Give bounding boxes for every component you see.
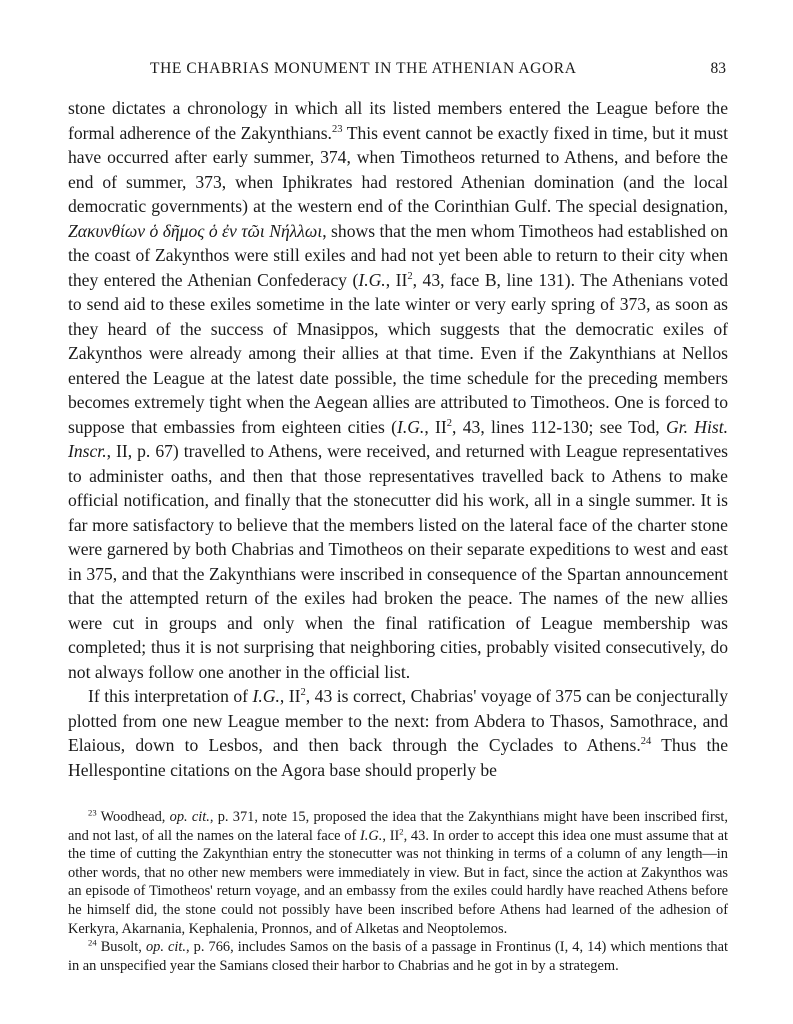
text-run: stone dictates a chronology in which all its listed members entered the League before the formal adherence of the Zakynthians. — [68, 98, 728, 143]
superscript: 2 — [407, 270, 413, 282]
superscript: 23 — [88, 807, 97, 818]
superscript: 2 — [399, 825, 404, 836]
footnote-24 — [68, 938, 728, 975]
text-run: , II — [424, 416, 447, 437]
italic-text: op. cit. — [145, 939, 186, 956]
text-run: Busolt, — [96, 939, 146, 956]
text-run: Thus the Hellespontine citations on the Agora base should properly be — [68, 735, 728, 780]
text-run: , shows that the men whom Timotheos had established on the coast of Zakynthos were still exiles and had not yet been able to return to their city when they entered the Athenian Confederacy ( — [68, 220, 728, 290]
superscript: 2 — [300, 687, 306, 699]
italic-text: Gr. Hist. Inscr. — [68, 416, 728, 461]
italic-text: I.G. — [358, 269, 386, 290]
text-run: , II, p. 67) travelled to Athens, were received, and returned with League representatives to administer oaths, and then that those representatives travelled back to Athens to make official notification, and finally that the stonecutter did his work, all in a single summer. It is far more satisfactory to believe that the members listed on the lateral face of the charter stone were garnered by both Chabrias and Timotheos on their separate expeditions to west and east in 375, and that the Zakynthians were inscribed in consequence of the Spartan announcement that the attempted return of the exiles had broken the peace. The names of the new allies were cut in groups and only when the final ratification of League membership was completed; thus it is not surprising that neighboring cities, probably visited consecutively, do not always follow one another in the official list. — [68, 441, 728, 682]
italic-text: op. cit. — [169, 809, 210, 825]
text-run: , II — [385, 269, 408, 290]
footnotes — [68, 808, 728, 975]
text-run: , 43 is correct, Chabrias' voyage of 375 can be conjecturally plotted from one new League member to the next: from Abdera to Thasos, Samothrace, and Elaious, down to Lesbos, and then back through the Cyclades to Athens. — [68, 686, 729, 755]
superscript: 23 — [331, 123, 343, 135]
text-run: , p. 371, note 15, proposed the idea that the Zakynthians might have been inscribed first, and not last, of all the names on the lateral face of — [68, 809, 728, 844]
text-run: , II — [382, 827, 400, 844]
footnote-23 — [68, 808, 728, 938]
superscript: 2 — [446, 417, 453, 429]
body-text — [68, 96, 728, 782]
italic-text: I.G. — [252, 686, 280, 706]
superscript: 24 — [88, 937, 97, 948]
text-run: , 43, lines 112-130; see Tod, — [452, 416, 666, 437]
text-run: If this interpretation of — [88, 686, 253, 706]
page — [68, 58, 728, 975]
italic-text: I.G. — [396, 416, 425, 437]
text-run: Woodhead, — [96, 809, 170, 825]
text-run: , II — [279, 686, 301, 706]
page-number: 83 — [710, 60, 726, 77]
italic-text: Ζακυνθίων ὁ δῆμος ὁ ἐν τῶι Νήλλωι — [68, 220, 323, 241]
text-run: , 43, face B, line 131). The Athenians voted to send aid to these exiles sometime in the late winter or very early spring of 373, as soon as they heard of the success of Mnasippos, which suggests that the democratic exiles of Zakynthos were already among their allies at that time. Even if the Zakynthians at Nellos entered the League at the latest date possible, the time schedule for the preceding members becomes extremely tight when the Aegean allies are attributed to Timotheos. One is forced to suppose that embassies from eighteen cities ( — [68, 269, 728, 437]
running-title: THE CHABRIAS MONUMENT IN THE ATHENIAN AGORA — [150, 60, 577, 77]
paragraph-1 — [68, 96, 728, 684]
text-run: , 43. In order to accept this idea one must assume that at the time of cutting the Zakynthian entry the stonecutter was not thinking in terms of a column of any length—in other words, that no other new members were immediately in view. But in fact, since the action at Zakynthos was an episode of Timotheos' return voyage, and an embassy from the exiles could hardly have reached Athens before he himself did, the stone could not possibly have been inscribed before Athens had learned of the adhesion of Kerkyra, Akarnania, Kephalenia, Pronnos, and of Alketas and Neoptolemos. — [68, 827, 728, 937]
running-head — [68, 58, 728, 82]
paragraph-2 — [68, 684, 728, 782]
text-run: , p. 766, includes Samos on the basis of a passage in Frontinus (I, 4, 14) which mentions that in an unspecified year the Samians closed their harbor to Chabrias and he got in by a strategem. — [68, 939, 728, 974]
superscript: 24 — [640, 736, 652, 748]
text-run: This event cannot be exactly fixed in time, but it must have occurred after early summer, 374, when Timotheos returned to Athens, and before the end of summer, 373, when Iphikrates had restored Athenian domination (and the local democratic governments) at the western end of the Corinthian Gulf. The special designation, — [68, 122, 728, 216]
italic-text: I.G. — [360, 827, 383, 844]
